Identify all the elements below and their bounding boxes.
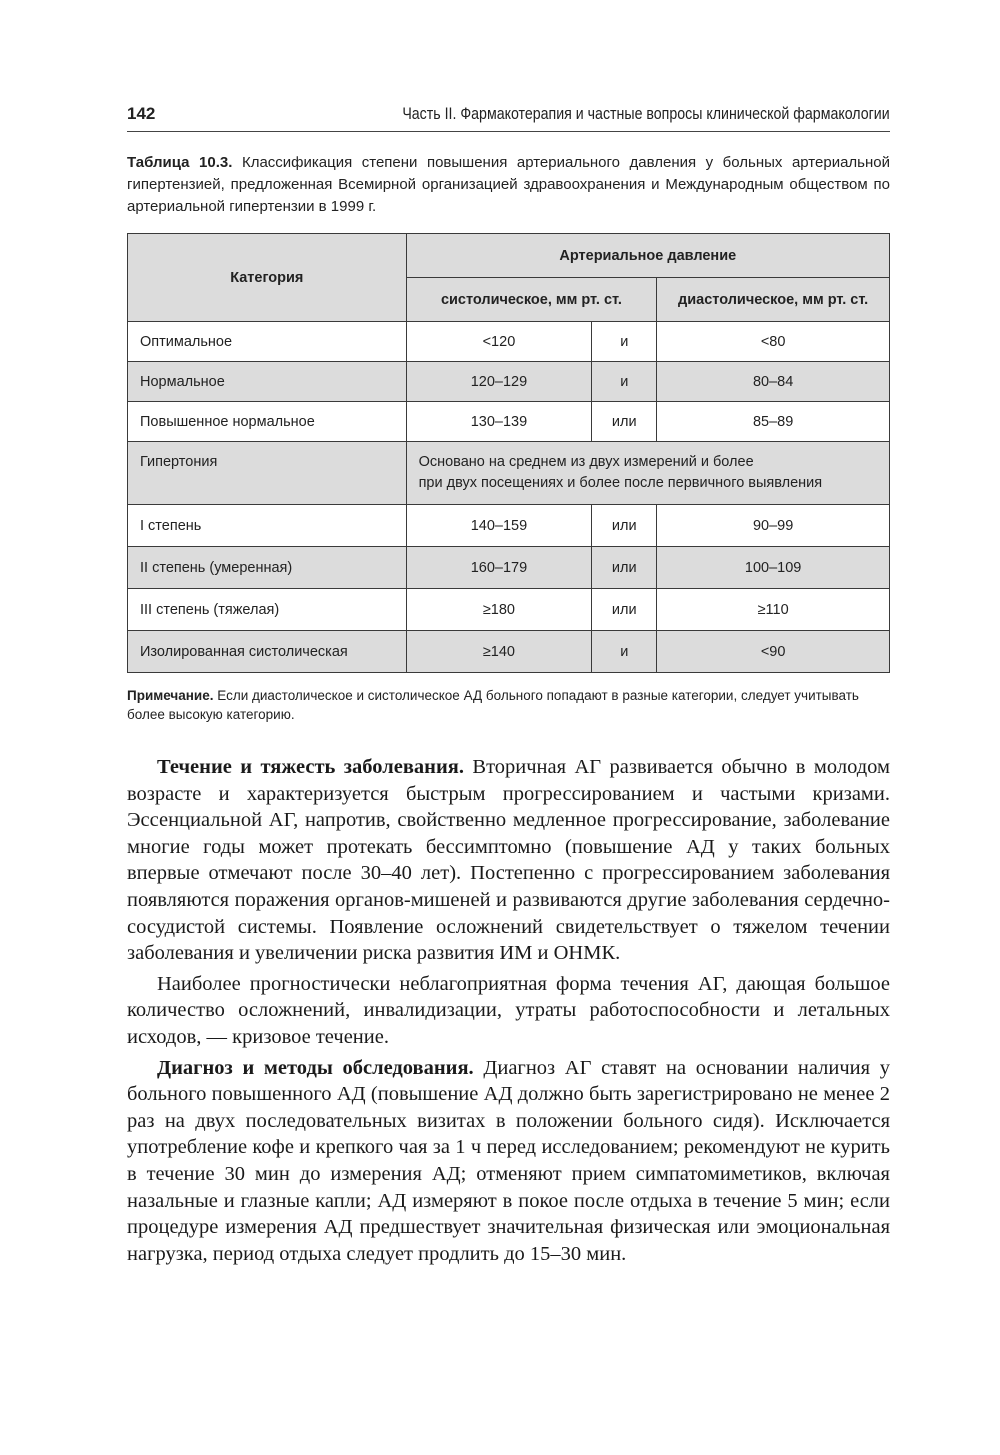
cell-operator: и	[592, 362, 657, 402]
table-caption-label: Таблица 10.3.	[127, 154, 233, 171]
paragraph-course-heading: Течение и тяжесть заболевания.	[157, 756, 464, 778]
cell-category: I степень	[128, 505, 407, 547]
cell-category: Гипертония	[128, 442, 407, 505]
header-pressure: Артериальное давление	[406, 234, 889, 278]
merged-note-line-2: при двух посещениях и более после первичного выявления	[418, 475, 823, 491]
table-row	[128, 505, 890, 547]
cell-operator: и	[592, 631, 657, 673]
table-row	[128, 631, 890, 673]
table-caption-text: Классификация степени повышения артериального давления у больных артериальной гипертензией, предложенная Всемирной организацией здравоохранения и Международным обществом по артериальной гипертензии в 1999 г.	[127, 154, 890, 215]
cell-systolic: <120	[406, 322, 592, 362]
cell-systolic: ≥140	[406, 631, 592, 673]
cell-operator: или	[592, 589, 657, 631]
table-row	[128, 442, 890, 505]
cell-operator: или	[592, 402, 657, 442]
header-diastolic: диастолическое, мм рт. ст.	[657, 278, 890, 322]
cell-operator: или	[592, 547, 657, 589]
cell-merged-note	[406, 442, 889, 505]
cell-category: Повышенное нормальное	[128, 402, 407, 442]
cell-systolic: 140–159	[406, 505, 592, 547]
body-text	[127, 754, 890, 1271]
table-row	[128, 547, 890, 589]
cell-diastolic: 80–84	[657, 362, 890, 402]
table-row	[128, 322, 890, 362]
cell-category: Оптимальное	[128, 322, 407, 362]
paragraph-diagnosis	[127, 1055, 890, 1268]
cell-systolic: 130–139	[406, 402, 592, 442]
cell-category: III степень (тяжелая)	[128, 589, 407, 631]
cell-systolic: 160–179	[406, 547, 592, 589]
cell-diastolic: <90	[657, 631, 890, 673]
cell-diastolic: ≥110	[657, 589, 890, 631]
cell-systolic: 120–129	[406, 362, 592, 402]
cell-diastolic: 100–109	[657, 547, 890, 589]
header-rule	[127, 131, 890, 132]
header-category: Категория	[128, 234, 407, 322]
running-header	[127, 104, 890, 124]
page-number: 142	[127, 104, 156, 123]
bp-classification-table	[127, 233, 890, 673]
paragraph-course	[127, 754, 890, 967]
table-header-row	[128, 234, 890, 278]
cell-diastolic: 85–89	[657, 402, 890, 442]
note-text: Если диастолическое и систолическое АД больного попадают в разные категории, следует учитывать более высокую категорию.	[127, 688, 859, 722]
cell-category: Изолированная систолическая	[128, 631, 407, 673]
header-systolic: систолическое, мм рт. ст.	[406, 278, 657, 322]
table-row	[128, 362, 890, 402]
paragraph-crisis-text: Наиболее прогностически неблагоприятная форма течения АГ, дающая большое количество осложнений, инвалидизации, утраты работоспособности и летальных исходов, — кризовое течение.	[127, 972, 890, 1048]
cell-category: Нормальное	[128, 362, 407, 402]
cell-diastolic: <80	[657, 322, 890, 362]
table-row	[128, 402, 890, 442]
running-title: Часть II. Фармакотерапия и частные вопросы клинической фармакологии	[402, 105, 890, 123]
table-note	[127, 686, 890, 724]
cell-systolic: ≥180	[406, 589, 592, 631]
table-row	[128, 589, 890, 631]
paragraph-diagnosis-text: Диагноз АГ ставят на основании наличия у больного повышенного АД (повышение АД должно быть зарегистрировано не менее 2 раз на двух последовательных визитах в положении больного сидя). Исключается употребление кофе и крепкого чая за 1 ч перед исследованием; рекомендуют не курить в течение 30 мин до измерения АД; отменяют прием симпатомиметиков, включая назальные и глазные капли; АД измеряют в покое после отдыха в течение 5 мин; если процедуре измерения АД предшествует значительная физическая или эмоциональная нагрузка, период отдыха следует продлить до 15–30 мин.	[127, 1056, 890, 1265]
note-label: Примечание.	[127, 688, 214, 703]
cell-category: II степень (умеренная)	[128, 547, 407, 589]
cell-operator: и	[592, 322, 657, 362]
merged-note-line-1: Основано на среднем из двух измерений и более	[418, 454, 754, 470]
paragraph-diagnosis-heading: Диагноз и методы обследования.	[157, 1056, 474, 1079]
paragraph-crisis	[127, 971, 890, 1051]
paragraph-course-text: Вторичная АГ развивается обычно в молодом возрасте и характеризуется быстрым прогрессированием и частыми кризами. Эссенциальной АГ, напротив, свойственно медленное прогрессирование, заболевание многие годы может протекать бессимптомно (повышение АД у таких больных впервые отмечают после 30–40 лет). Постепенно с прогрессированием заболевания появляются поражения органов-мишеней и развиваются другие заболевания сердечно-сосудистой системы. Появление осложнений свидетельствует о тяжелом течении заболевания и увеличении риска развития ИМ и ОНМК.	[127, 756, 890, 965]
cell-operator: или	[592, 505, 657, 547]
table-caption	[127, 152, 890, 218]
cell-diastolic: 90–99	[657, 505, 890, 547]
